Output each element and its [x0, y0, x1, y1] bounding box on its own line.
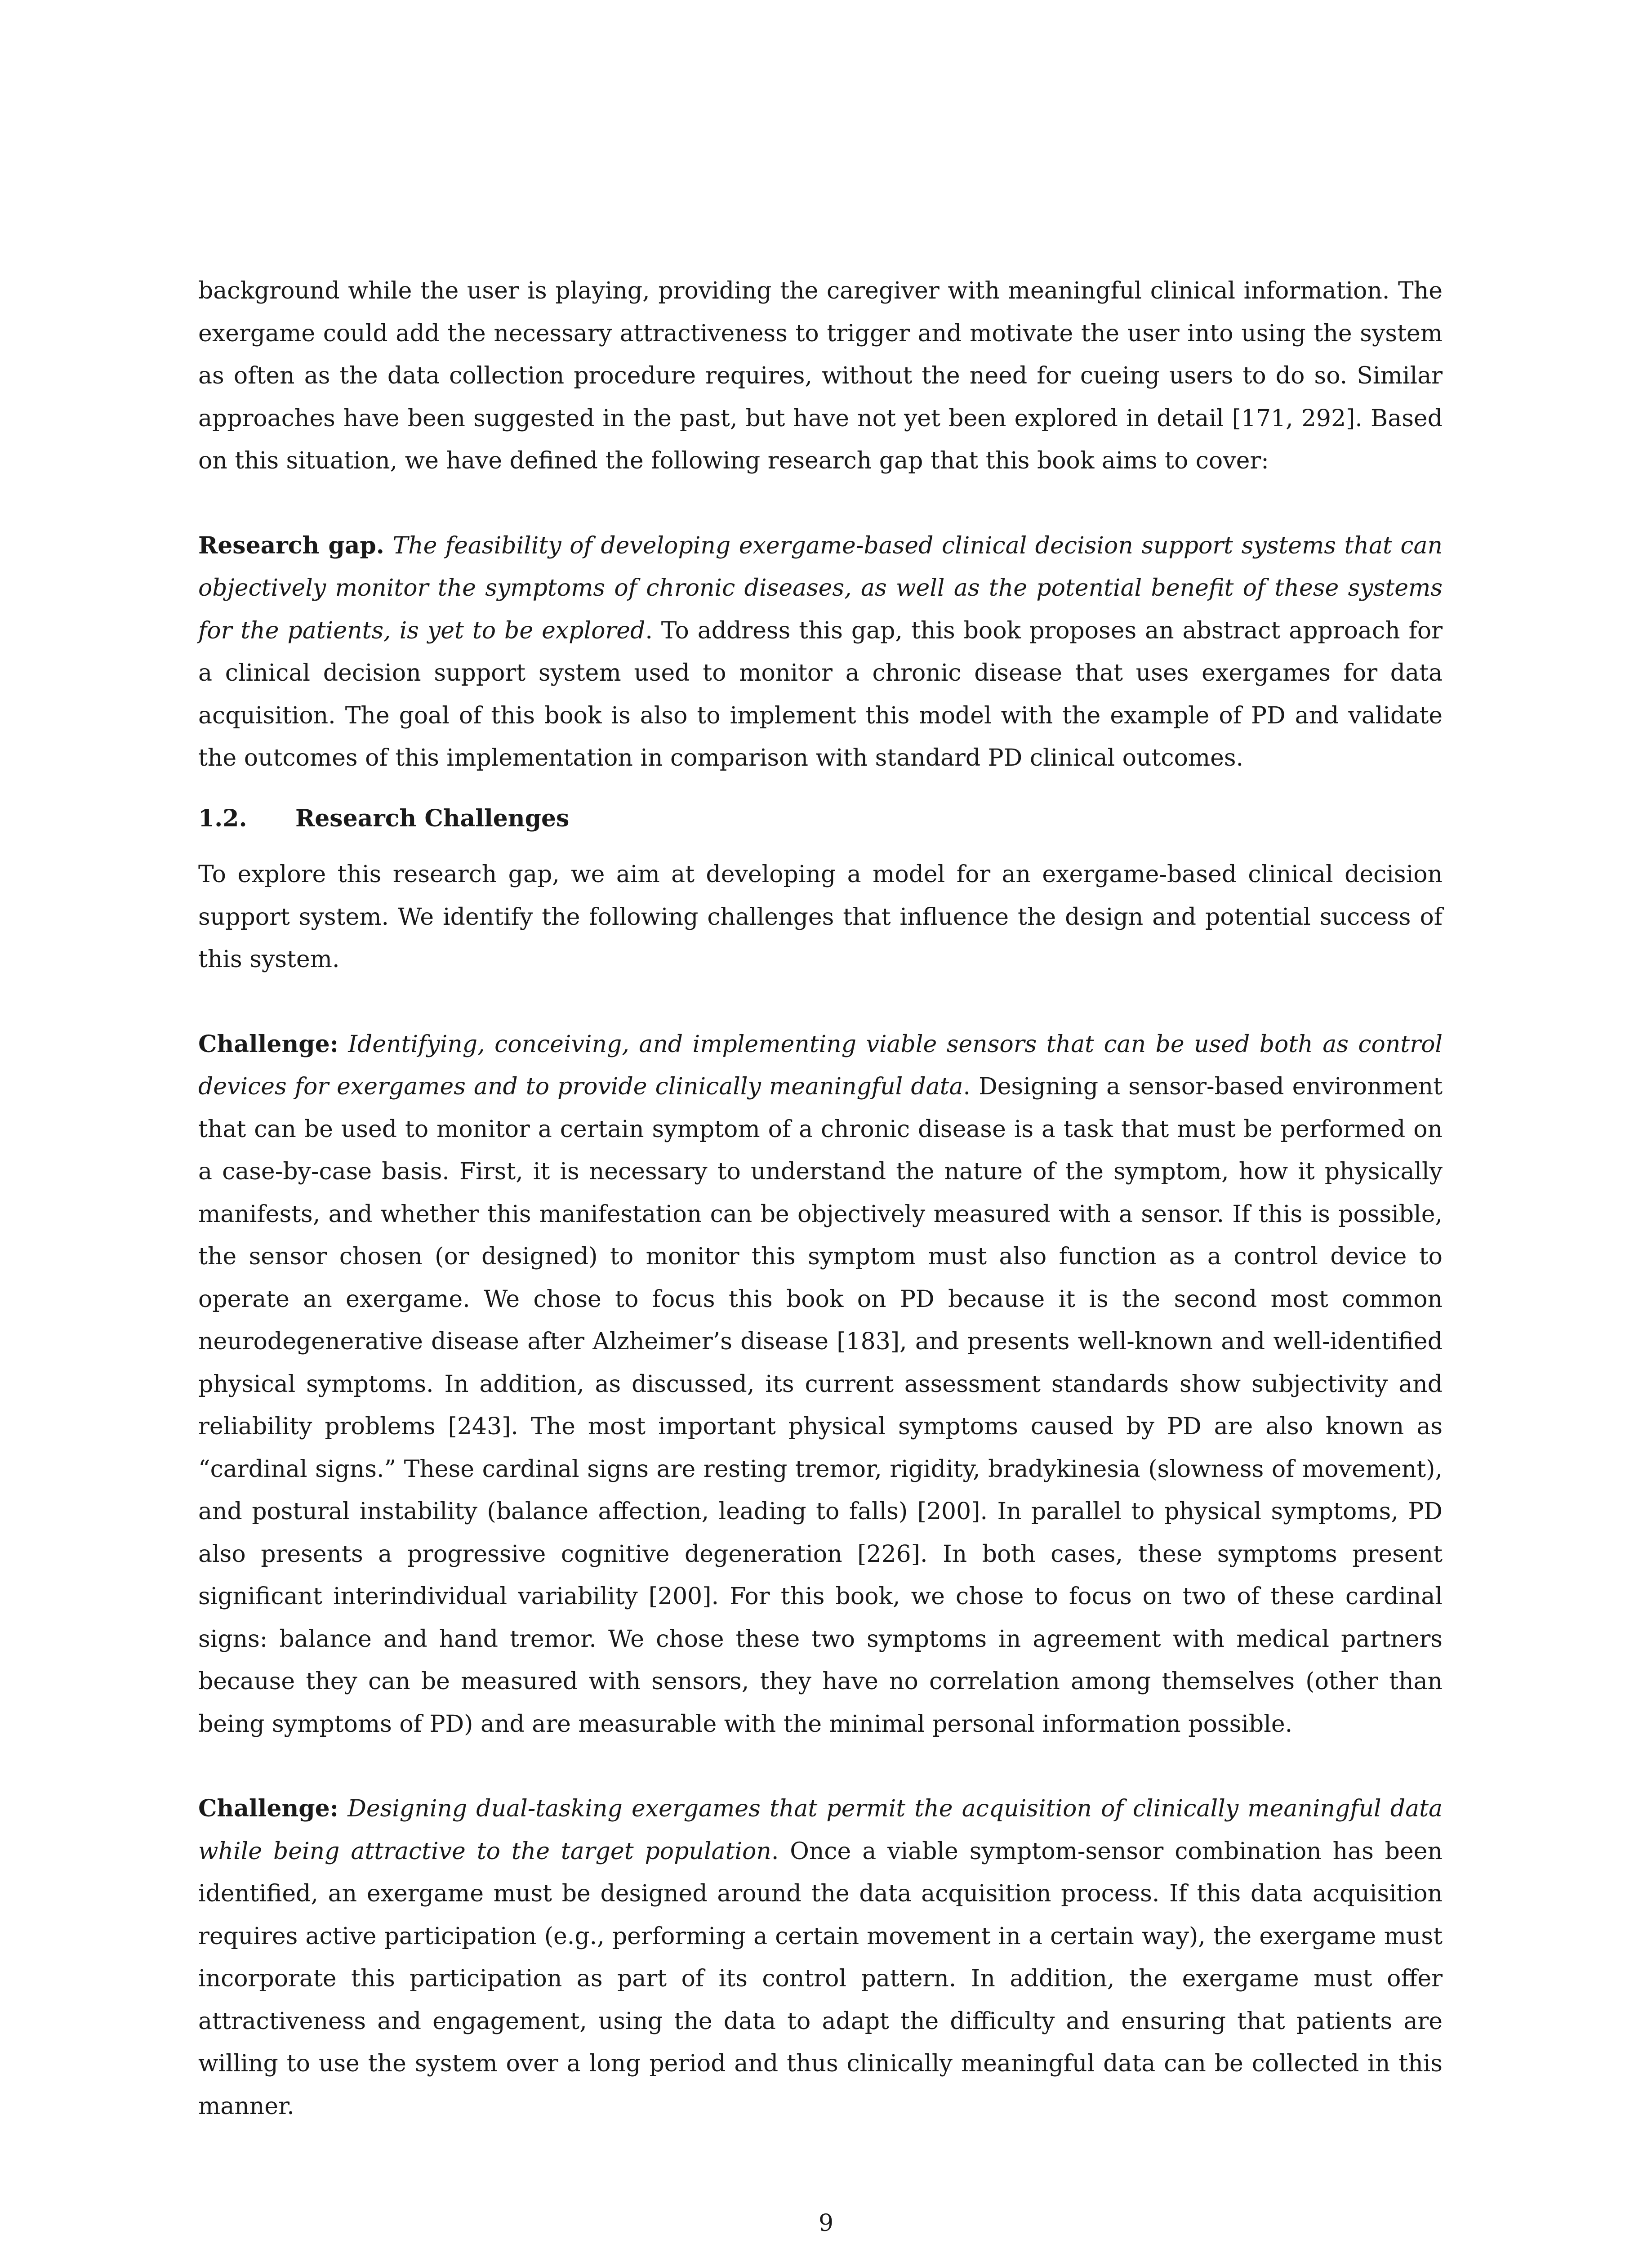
- challenge-2-statement: Designing dual-tasking exergames that permit the acquisition of clinically meaningful data while being attractive to the target population: [198, 1795, 1443, 1865]
- challenge-2-body: . Once a viable symptom-sensor combination has been identified, an exergame must be designed around the data acquisition process. If this data acquisition requires active participation (e.g., performing a certain movement in a certain way), the exergame must incorporate this participation as part of its control pattern. In addition, the exergame must offer attractiveness and engagement, using the data to adapt the difficulty and ensuring that patients are willing to use the system over a long period and thus clinically meaningful data can be collected in this manner.: [198, 1838, 1443, 2120]
- page-number: 9: [818, 2210, 834, 2237]
- challenge-paragraph-1: [198, 1023, 1443, 1746]
- research-gap-paragraph: [198, 525, 1443, 780]
- research-gap-statement: The feasibility of developing exergame-based clinical decision support systems that can objectively monitor the symptoms of chronic diseases, as well as the potential benefit of these systems for the patients, is yet to be explored: [198, 532, 1443, 644]
- research-gap-label: Research gap.: [198, 531, 384, 559]
- intro-paragraph: background while the user is playing, providing the caregiver with meaningful clinical information. The exergame could add the necessary attractiveness to trigger and motivate the user into using the system as often as the data collection procedure requires, without the need for cueing users to do so. Similar approaches have been suggested in the past, but have not yet been explored in detail [171, 292]. Based on this situation, we have defined the following research gap that this book aims to cover:: [198, 277, 1443, 474]
- section-heading: [198, 798, 1443, 840]
- challenges-intro-paragraph: To explore this research gap, we aim at developing a model for an exergame-based clinical decision support system. We identify the following challenges that influence the design and potential success of this system.: [198, 861, 1443, 973]
- section-number: 1.2.: [198, 804, 247, 832]
- body-text: [198, 270, 1443, 2128]
- research-gap-body: . To address this gap, this book proposes an abstract approach for a clinical decision support system used to monitor a chronic disease that uses exergames for data acquisition. The goal of this book is also to implement this model with the example of PD and validate the outcomes of this implementation in comparison with standard PD clinical outcomes.: [198, 617, 1443, 772]
- section-title: Research Challenges: [295, 804, 570, 832]
- challenge-1-statement: Identifying, conceiving, and implementing viable sensors that can be used both as control devices for exergames and to provide clinically meaningful data: [198, 1030, 1443, 1100]
- challenge-paragraph-2: [198, 1788, 1443, 2128]
- challenge-1-body: . Designing a sensor-based environment that can be used to monitor a certain symptom of a chronic disease is a task that must be performed on a case-by-case basis. First, it is necessary to understand the nature of the symptom, how it physically manifests, and whether this manifestation can be objectively measured with a sensor. If this is possible, the sensor chosen (or designed) to monitor this symptom must also function as a control device to operate an exergame. We chose to focus this book on PD because it is the second most common neurodegenerative disease after Alzheimer’s disease [183], and presents well-known and well-identified physical symptoms. In addition, as discussed, its current assessment standards show subjectivity and reliability problems [243]. The most important physical symptoms caused by PD are also known as “cardinal signs.” These cardinal signs are resting tremor, rigidity, bradykinesia (slowness of movement), and postural instability (balance affection, leading to falls) [200]. In parallel to physical symptoms, PD also presents a progressive cognitive degeneration [226]. In both cases, these symptoms present significant interindividual variability [200]. For this book, we chose to focus on two of these cardinal signs: balance and hand tremor. We chose these two symptoms in agreement with medical partners because they can be measured with sensors, they have no correlation among themselves (other than being symptoms of PD) and are measurable with the minimal personal information possible.: [198, 1073, 1443, 1738]
- challenge-2-label: Challenge:: [198, 1795, 338, 1822]
- challenge-1-label: Challenge:: [198, 1030, 338, 1058]
